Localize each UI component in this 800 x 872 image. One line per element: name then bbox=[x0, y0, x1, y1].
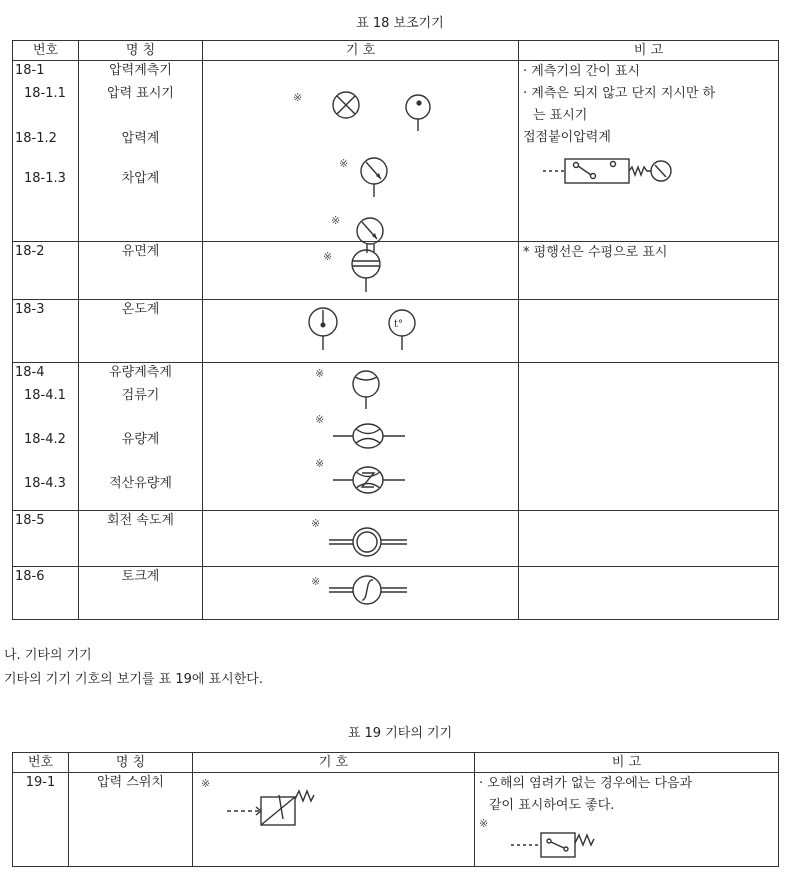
number-cell bbox=[13, 61, 79, 242]
remark-text: 같이 표시하여도 좋다. bbox=[489, 798, 615, 813]
table18-header-row bbox=[13, 41, 779, 61]
row-name: 압력 표시기 bbox=[107, 86, 174, 101]
integrating-flow-meter-icon bbox=[333, 467, 405, 493]
number-cell bbox=[13, 242, 79, 300]
section-heading: 나. 기타의 기기 bbox=[4, 648, 92, 663]
asterisk-mark: ※ bbox=[311, 517, 321, 530]
row-name: 회전 속도계 bbox=[107, 513, 174, 528]
row-number: 19-1 bbox=[25, 775, 56, 790]
remarks-cell bbox=[475, 773, 779, 867]
symbol-cell bbox=[203, 300, 519, 363]
number-cell bbox=[13, 773, 69, 867]
row-number: 18-3 bbox=[15, 302, 45, 317]
table-row bbox=[13, 61, 779, 242]
table-row bbox=[13, 567, 779, 620]
row-name: 적산유량계 bbox=[109, 476, 172, 491]
asterisk-mark: ※ bbox=[293, 91, 303, 104]
level-gauge-symbols bbox=[203, 242, 519, 300]
remark-text: 는 표시기 bbox=[533, 108, 588, 123]
pressure-switch-icon bbox=[227, 791, 314, 825]
asterisk-mark: ※ bbox=[315, 367, 325, 380]
row-name: 검류기 bbox=[121, 388, 160, 403]
table18-title: 표 18 보조기기 bbox=[356, 16, 444, 31]
header-name: 명 칭 bbox=[69, 753, 193, 773]
header-name: 명 칭 bbox=[79, 41, 203, 61]
table-19 bbox=[12, 752, 779, 867]
row-name: 유면계 bbox=[121, 244, 160, 259]
symbol-cell bbox=[203, 242, 519, 300]
name-cell bbox=[69, 773, 193, 867]
name-cell bbox=[79, 567, 203, 620]
row-name: 압력계측기 bbox=[109, 63, 172, 78]
level-gauge-icon bbox=[352, 250, 380, 292]
row-number: 18-1.2 bbox=[15, 131, 57, 146]
flow-meter-icon bbox=[333, 424, 405, 448]
table-row bbox=[13, 300, 779, 363]
row-name: 압력계 bbox=[121, 131, 160, 146]
header-symbol: 기 호 bbox=[193, 753, 475, 773]
table-row bbox=[13, 773, 779, 867]
symbol-cell bbox=[203, 61, 519, 242]
section-text: 기타의 기기 기호의 보기를 표 19에 표시한다. bbox=[4, 672, 263, 687]
row-name: 차압계 bbox=[121, 171, 160, 186]
row-number: 18-4 bbox=[15, 365, 45, 380]
symbol-cell bbox=[203, 363, 519, 511]
name-cell bbox=[79, 61, 203, 242]
simplified-pressure-switch-icon bbox=[479, 817, 679, 861]
row-name: 압력 스위치 bbox=[97, 775, 164, 790]
pressure-indicator-icon bbox=[406, 95, 430, 131]
asterisk-mark: ※ bbox=[315, 457, 325, 470]
remarks-cell bbox=[519, 300, 779, 363]
header-symbol: 기 호 bbox=[203, 41, 519, 61]
name-cell bbox=[79, 511, 203, 567]
header-remarks: 비 고 bbox=[475, 753, 779, 773]
asterisk-mark: ※ bbox=[201, 777, 211, 790]
row-number: 18-5 bbox=[15, 513, 45, 528]
remarks-cell bbox=[519, 242, 779, 300]
row-number: 18-1.1 bbox=[24, 86, 66, 101]
pressure-gauge-cross-icon bbox=[333, 92, 359, 118]
remark-text: · 계측기의 간이 표시 bbox=[523, 64, 640, 79]
header-remarks: 비 고 bbox=[519, 41, 779, 61]
galvanometer-icon bbox=[353, 371, 379, 409]
name-cell bbox=[79, 242, 203, 300]
row-name: 토크계 bbox=[121, 569, 160, 584]
symbol-cell bbox=[193, 773, 475, 867]
remark-text: · 계측은 되지 않고 단지 지시만 하 bbox=[523, 86, 716, 101]
thermometer-icon bbox=[309, 308, 337, 350]
tachometer-symbols bbox=[203, 511, 519, 567]
name-cell bbox=[79, 300, 203, 363]
asterisk-mark: ※ bbox=[339, 157, 349, 170]
row-name: 온도계 bbox=[121, 302, 160, 317]
remarks-cell bbox=[519, 567, 779, 620]
remark-text: * 평행선은 수평으로 표시 bbox=[523, 245, 668, 260]
thermometer-label-icon bbox=[389, 310, 415, 350]
header-number: 번호 bbox=[13, 41, 79, 61]
number-cell bbox=[13, 567, 79, 620]
asterisk-mark: ※ bbox=[323, 250, 333, 263]
asterisk-mark: ※ bbox=[315, 413, 325, 426]
number-cell bbox=[13, 511, 79, 567]
symbol-cell bbox=[203, 511, 519, 567]
thermometer-symbols bbox=[203, 300, 519, 363]
table-18 bbox=[12, 40, 779, 620]
row-number: 18-6 bbox=[15, 569, 45, 584]
contact-pressure-gauge-icon bbox=[543, 153, 703, 193]
table-row bbox=[13, 511, 779, 567]
flow-meter-symbols bbox=[203, 363, 519, 511]
pressure-switch-symbols bbox=[193, 773, 475, 867]
header-number: 번호 bbox=[13, 753, 69, 773]
row-number: 18-2 bbox=[15, 244, 45, 259]
remarks-cell bbox=[519, 363, 779, 511]
row-number: 18-1 bbox=[15, 63, 45, 78]
row-number: 18-4.1 bbox=[24, 388, 66, 403]
table-row bbox=[13, 242, 779, 300]
number-cell bbox=[13, 363, 79, 511]
table19-title: 표 19 기타의 기기 bbox=[347, 726, 453, 741]
thermometer-label: t° bbox=[394, 319, 404, 330]
table-row bbox=[13, 363, 779, 511]
remark-text: · 오해의 염려가 없는 경우에는 다음과 bbox=[479, 776, 693, 791]
torque-meter-icon bbox=[329, 576, 407, 604]
remark-text: 접점붙이압력계 bbox=[523, 130, 611, 145]
symbol-cell bbox=[203, 567, 519, 620]
number-cell bbox=[13, 300, 79, 363]
row-number: 18-4.2 bbox=[24, 432, 66, 447]
remarks-cell bbox=[519, 61, 779, 242]
tachometer-icon bbox=[329, 528, 407, 556]
asterisk-mark: ※ bbox=[331, 214, 341, 227]
remarks-cell bbox=[519, 511, 779, 567]
pressure-gauge-icon bbox=[361, 158, 387, 197]
asterisk-mark: ※ bbox=[479, 817, 489, 830]
asterisk-mark: ※ bbox=[311, 575, 321, 588]
torque-meter-symbols bbox=[203, 567, 519, 620]
row-name: 유량계측계 bbox=[109, 365, 172, 380]
row-name: 유량계 bbox=[121, 432, 160, 447]
pressure-meter-symbols bbox=[203, 61, 519, 242]
name-cell bbox=[79, 363, 203, 511]
row-number: 18-4.3 bbox=[24, 476, 66, 491]
table19-header-row bbox=[13, 753, 779, 773]
row-number: 18-1.3 bbox=[24, 171, 66, 186]
